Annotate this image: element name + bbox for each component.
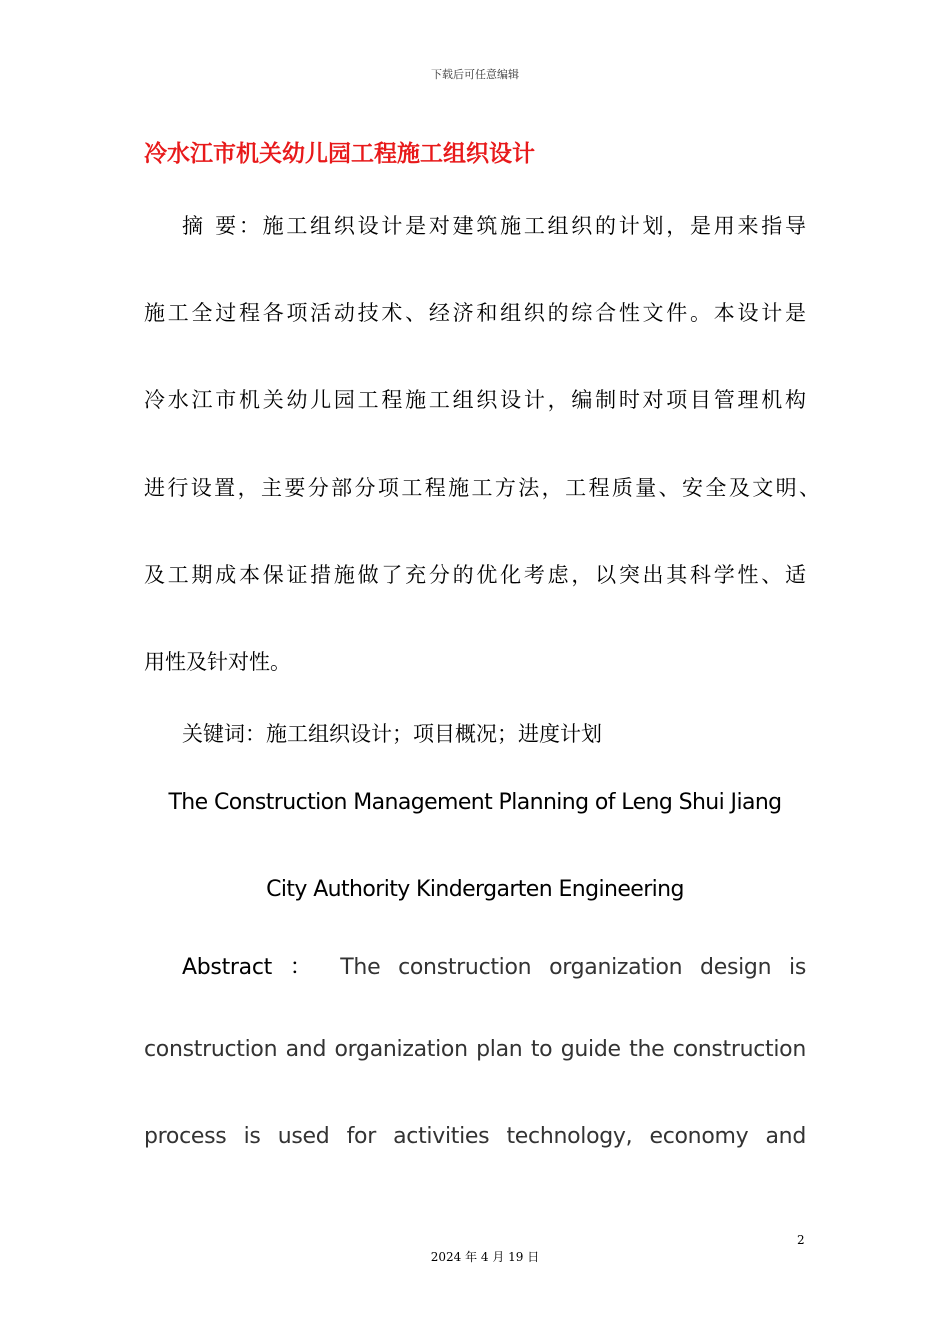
abstract-en-first-text: The construction organization design is — [340, 955, 806, 980]
english-title-line: City Authority Kindergarten Engineering — [266, 877, 684, 902]
abstract-cn-line: 进行设置，主要分部分项工程施工方法，工程质量、安全及文明、 — [144, 476, 820, 500]
keywords: 关键词：施工组织设计；项目概况；进度计划 — [182, 722, 602, 746]
document-title: 冷水江市机关幼儿园工程施工组织设计 — [144, 141, 535, 167]
abstract-en-label: Abstract ： — [182, 955, 323, 980]
abstract-cn-line: 及工期成本保证措施做了充分的优化考虑，以突出其科学性、适 — [144, 563, 806, 587]
english-title-line: The Construction Management Planning of Leng Shui Jiang — [168, 790, 782, 815]
abstract-cn-line: 施工全过程各项活动技术、经济和组织的综合性文件。本设计是 — [144, 301, 806, 325]
abstract-cn-line: 摘 要：施工组织设计是对建筑施工组织的计划，是用来指导 — [182, 214, 806, 238]
abstract-cn-line: 冷水江市机关幼儿园工程施工组织设计，编制时对项目管理机构 — [144, 388, 806, 412]
page-number: 2 — [797, 1233, 805, 1247]
abstract-en-line — [182, 950, 806, 981]
footer-date: 2024 年 4 月 19 日 — [430, 1250, 540, 1264]
header-note: 下载后可任意编辑 — [431, 68, 519, 81]
abstract-en-line: construction and organization plan to guide the construction — [144, 1037, 806, 1062]
abstract-en-line: process is used for activities technology, economy and — [144, 1124, 806, 1149]
abstract-cn-line: 用性及针对性。 — [144, 650, 291, 674]
